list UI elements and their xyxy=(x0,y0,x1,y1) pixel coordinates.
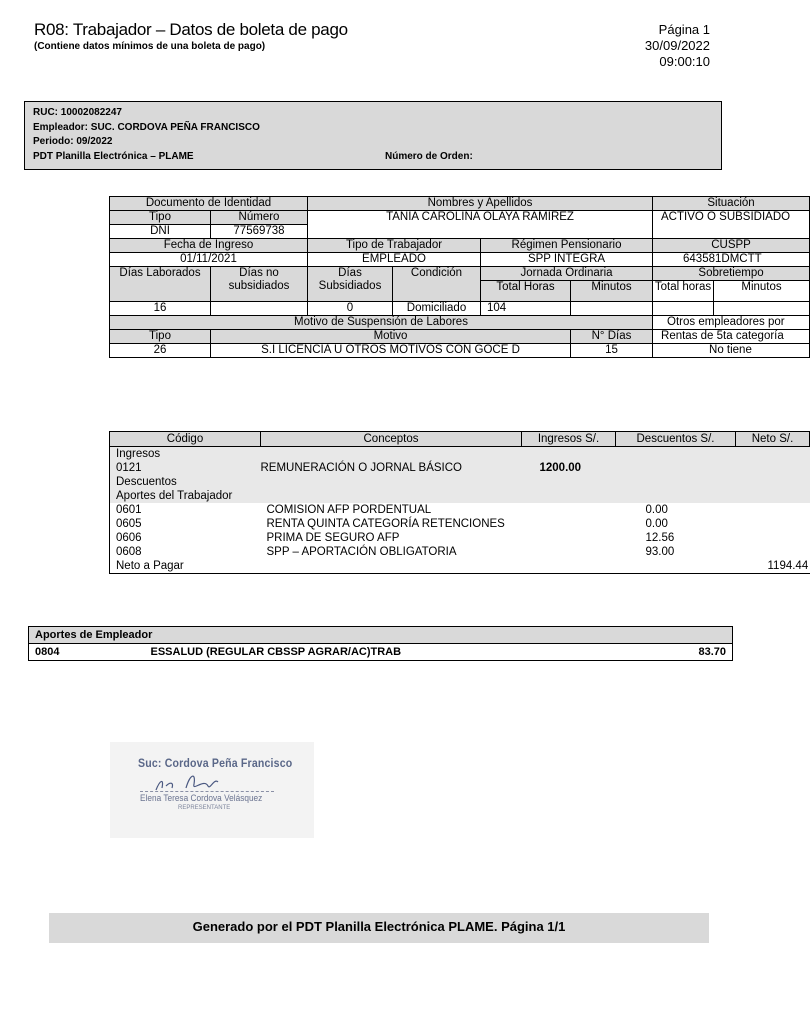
contribution-concept: COMISION AFP PORDENTUAL xyxy=(266,504,432,516)
signature-company: Suc: Cordova Peña Francisco xyxy=(138,756,293,770)
days-worked-header: Días Laborados xyxy=(110,267,211,302)
empty-cell xyxy=(616,461,736,475)
worker-type: EMPLEADO xyxy=(308,253,481,267)
contribution-code: 0608 xyxy=(110,545,261,559)
hire-date-header: Fecha de Ingreso xyxy=(110,239,308,253)
empty-cell xyxy=(522,531,616,545)
condition-header: Condición xyxy=(393,267,481,302)
employer-contributions-table xyxy=(28,626,733,661)
overtime-minutes-header: Minutos xyxy=(714,281,810,302)
fifth-category-header: Rentas de 5ta categoría xyxy=(653,330,810,344)
deductions-header: Descuentos S/. xyxy=(616,432,736,447)
pension-regime: SPP INTEGRA xyxy=(481,253,653,267)
page-info xyxy=(645,22,710,70)
contribution-amount: 93.00 xyxy=(645,546,675,558)
doc-number: 77569738 xyxy=(211,225,308,239)
overtime-minutes-value xyxy=(714,302,810,316)
signature-role: REPRESENTANTE xyxy=(178,805,231,811)
document-subtitle: (Contiene datos mínimos de una boleta de pago) xyxy=(34,41,266,52)
other-employers-header: Otros empleadores por xyxy=(653,316,810,330)
code-header: Código xyxy=(110,432,261,447)
empty-cell xyxy=(736,503,810,517)
minutes-header: Minutos xyxy=(571,281,653,302)
days-worked: 16 xyxy=(110,302,211,316)
suspension-reason: S.I LICENCIA U OTROS MOTIVOS CON GOCE D xyxy=(211,344,571,358)
worker-type-header: Tipo de Trabajador xyxy=(308,239,481,253)
days-subsidized: 0 xyxy=(308,302,393,316)
net-pay-value: 1194.44 xyxy=(736,559,810,574)
pdt-label: PDT Planilla Electrónica – PLAME xyxy=(33,150,194,162)
days-not-subsidized-header: Días no subsidiados xyxy=(211,267,308,302)
total-hours: 104 xyxy=(481,302,571,316)
empty-cell xyxy=(736,545,810,559)
empty-cell xyxy=(736,517,810,531)
contribution-concept: PRIMA DE SEGURO AFP xyxy=(266,532,400,544)
table-row xyxy=(110,517,810,531)
period-line: Periodo: 09/2022 xyxy=(33,136,113,147)
basic-salary-amount: 1200.00 xyxy=(522,461,616,475)
cuspp-header: CUSPP xyxy=(653,239,810,253)
suspension-days: 15 xyxy=(571,344,653,358)
contribution-code: 0606 xyxy=(110,531,261,545)
employer-contributions-header: Aportes de Empleador xyxy=(29,627,733,644)
overtime-header: Sobretiempo xyxy=(653,267,810,281)
suspension-type-header: Tipo xyxy=(110,330,211,344)
empty-cell xyxy=(522,545,616,559)
worker-situation: ACTIVO O SUBSIDIADO xyxy=(653,211,810,239)
net-pay-label: Neto a Pagar xyxy=(110,559,736,574)
cuspp-value: 643581DMCTT xyxy=(653,253,810,267)
net-header: Neto S/. xyxy=(736,432,810,447)
doc-number-header: Número xyxy=(211,211,308,225)
table-row-concept: REMUNERACIÓN O JORNAL BÁSICO xyxy=(261,461,522,475)
essalud-amount: 83.70 xyxy=(613,644,733,661)
page-number: Página 1 xyxy=(658,22,710,37)
total-hours-header: Total Horas xyxy=(481,281,571,302)
suspension-header: Motivo de Suspensión de Labores xyxy=(110,316,653,330)
contribution-code: 0605 xyxy=(110,517,261,531)
contribution-concept: SPP – APORTACIÓN OBLIGATORIA xyxy=(266,546,457,558)
employer-line: Empleador: SUC. CORDOVA PEÑA FRANCISCO xyxy=(33,121,260,133)
concepts-table xyxy=(109,431,810,574)
contribution-amount: 0.00 xyxy=(645,504,668,516)
table-row xyxy=(110,503,810,517)
worker-data-table xyxy=(109,196,810,358)
table-row-code: 0121 xyxy=(110,461,261,475)
condition: Domiciliado xyxy=(393,302,481,316)
table-row xyxy=(110,531,810,545)
print-date: 30/09/2022 xyxy=(644,38,710,53)
situation-header: Situación xyxy=(653,197,810,211)
income-header: Ingresos S/. xyxy=(522,432,616,447)
worker-contributions-list xyxy=(110,503,810,559)
order-number-label: Número de Orden: xyxy=(385,150,473,162)
pdt-line xyxy=(33,150,721,165)
footer-banner: Generado por el PDT Planilla Electrónica PLAME. Página 1/1 xyxy=(49,913,709,943)
print-time: 09:00:10 xyxy=(659,54,710,69)
doc-id-header: Documento de Identidad xyxy=(110,197,308,211)
doc-type: DNI xyxy=(110,225,211,239)
ordinary-shift-header: Jornada Ordinaria xyxy=(481,267,653,281)
minutes xyxy=(571,302,653,316)
names-header: Nombres y Apellidos xyxy=(308,197,653,211)
document-title: R08: Trabajador – Datos de boleta de pago xyxy=(34,20,348,39)
contribution-concept: RENTA QUINTA CATEGORÍA RETENCIONES xyxy=(266,518,505,530)
days-subsidized-header: Días Subsidiados xyxy=(308,267,393,302)
essalud-code: 0804 xyxy=(29,644,145,661)
employer-info-box xyxy=(24,101,722,170)
deductions-section-label: Descuentos xyxy=(110,475,810,489)
essalud-concept: ESSALUD (REGULAR CBSSP AGRAR/AC)TRAB xyxy=(145,644,613,661)
signature-name: Elena Teresa Cordova Velásquez xyxy=(140,793,263,803)
ruc-line: RUC: 10002082247 xyxy=(33,107,122,118)
concepts-header: Conceptos xyxy=(261,432,522,447)
doc-type-header: Tipo xyxy=(110,211,211,225)
empty-cell xyxy=(522,503,616,517)
worker-contributions-label: Aportes del Trabajador xyxy=(110,489,810,503)
hire-date: 01/11/2021 xyxy=(110,253,308,267)
empty-cell xyxy=(736,531,810,545)
other-employers-value: No tiene xyxy=(653,344,810,358)
table-row xyxy=(110,545,810,559)
suspension-type: 26 xyxy=(110,344,211,358)
signature-line xyxy=(140,791,274,792)
pension-header: Régimen Pensionario xyxy=(481,239,653,253)
suspension-days-header: N° Días xyxy=(571,330,653,344)
overtime-hours-header: Total horas xyxy=(653,281,714,302)
days-not-subsidized xyxy=(211,302,308,316)
contribution-code: 0601 xyxy=(110,503,261,517)
suspension-reason-header: Motivo xyxy=(211,330,571,344)
overtime-hours-value xyxy=(653,302,714,316)
income-section-label: Ingresos xyxy=(110,447,810,462)
empty-cell xyxy=(736,461,810,475)
contribution-amount: 0.00 xyxy=(645,518,668,530)
empty-cell xyxy=(522,517,616,531)
worker-name: TANIA CAROLINA OLAYA RAMIREZ xyxy=(308,211,653,239)
contribution-amount: 12.56 xyxy=(645,532,675,544)
